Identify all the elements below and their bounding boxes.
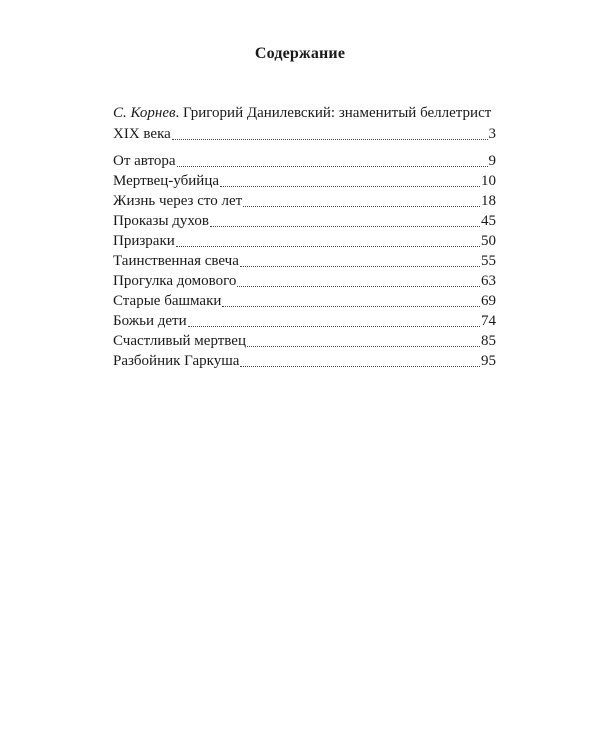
toc-entry [113, 211, 496, 231]
toc-entry [113, 291, 496, 311]
dot-leader [172, 138, 488, 140]
toc-entry-title: Счастливый мертвец [113, 333, 246, 349]
dot-leader [243, 205, 480, 207]
toc-entry-title: Божьи дети [113, 313, 187, 329]
toc-entry-title: Мертвец-убийца [113, 173, 220, 189]
toc-entry-title: Призраки [113, 233, 175, 249]
table-of-contents [113, 104, 496, 371]
dot-leader [247, 345, 480, 347]
dot-leader [176, 245, 480, 247]
toc-entry-title: Прогулка домового [113, 273, 237, 289]
dot-leader [220, 185, 480, 187]
toc-entry [113, 311, 496, 331]
toc-entry-page: 50 [481, 233, 496, 249]
toc-entry-title: От автора [113, 153, 176, 169]
toc-entry-author-suffix: . [175, 105, 184, 121]
dot-leader [237, 285, 480, 287]
page-title: Содержание [254, 45, 346, 62]
toc-entry-page: 55 [481, 253, 496, 269]
toc-entry [113, 351, 496, 371]
toc-entry [113, 331, 496, 351]
dot-leader [177, 165, 488, 167]
toc-entry-page: 3 [488, 126, 496, 142]
toc-entry-page: 45 [481, 213, 496, 229]
toc-entry [113, 251, 496, 271]
toc-entry-title: Григорий Данилевский: знаменитый беллетрист [183, 105, 492, 121]
dot-leader [240, 365, 480, 367]
toc-entry-page: 85 [481, 333, 496, 349]
toc-entry-title: Жизнь через сто лет [113, 193, 243, 209]
dot-leader [240, 265, 480, 267]
toc-entry-title: Старые башмаки [113, 293, 222, 309]
toc-entry-page: 9 [488, 153, 496, 169]
toc-entry-title: Проказы духов [113, 213, 209, 229]
toc-entry-page: 95 [481, 353, 496, 369]
toc-entry [113, 231, 496, 251]
toc-entry [113, 271, 496, 291]
toc-entry-page: 74 [481, 313, 496, 329]
toc-entry [113, 151, 496, 171]
toc-entry-title: Разбойник Гаркуша [113, 353, 240, 369]
dot-leader [188, 325, 480, 327]
toc-entry-page: 63 [481, 273, 496, 289]
toc-entry-author: С. Корнев [113, 105, 176, 121]
dot-leader [222, 305, 480, 307]
toc-entry-title: Таинственная свеча [113, 253, 239, 269]
toc-entry [113, 171, 496, 191]
toc-entry-intro [113, 104, 496, 144]
toc-entry [113, 191, 496, 211]
toc-entry-intro-line2 [113, 124, 496, 144]
dot-leader [210, 225, 480, 227]
toc-entry-title: XIX века [113, 126, 171, 142]
toc-entry-page: 10 [481, 173, 496, 189]
toc-entry-page: 69 [481, 293, 496, 309]
toc-entry-page: 18 [481, 193, 496, 209]
toc-entry-intro-line1 [113, 104, 496, 124]
